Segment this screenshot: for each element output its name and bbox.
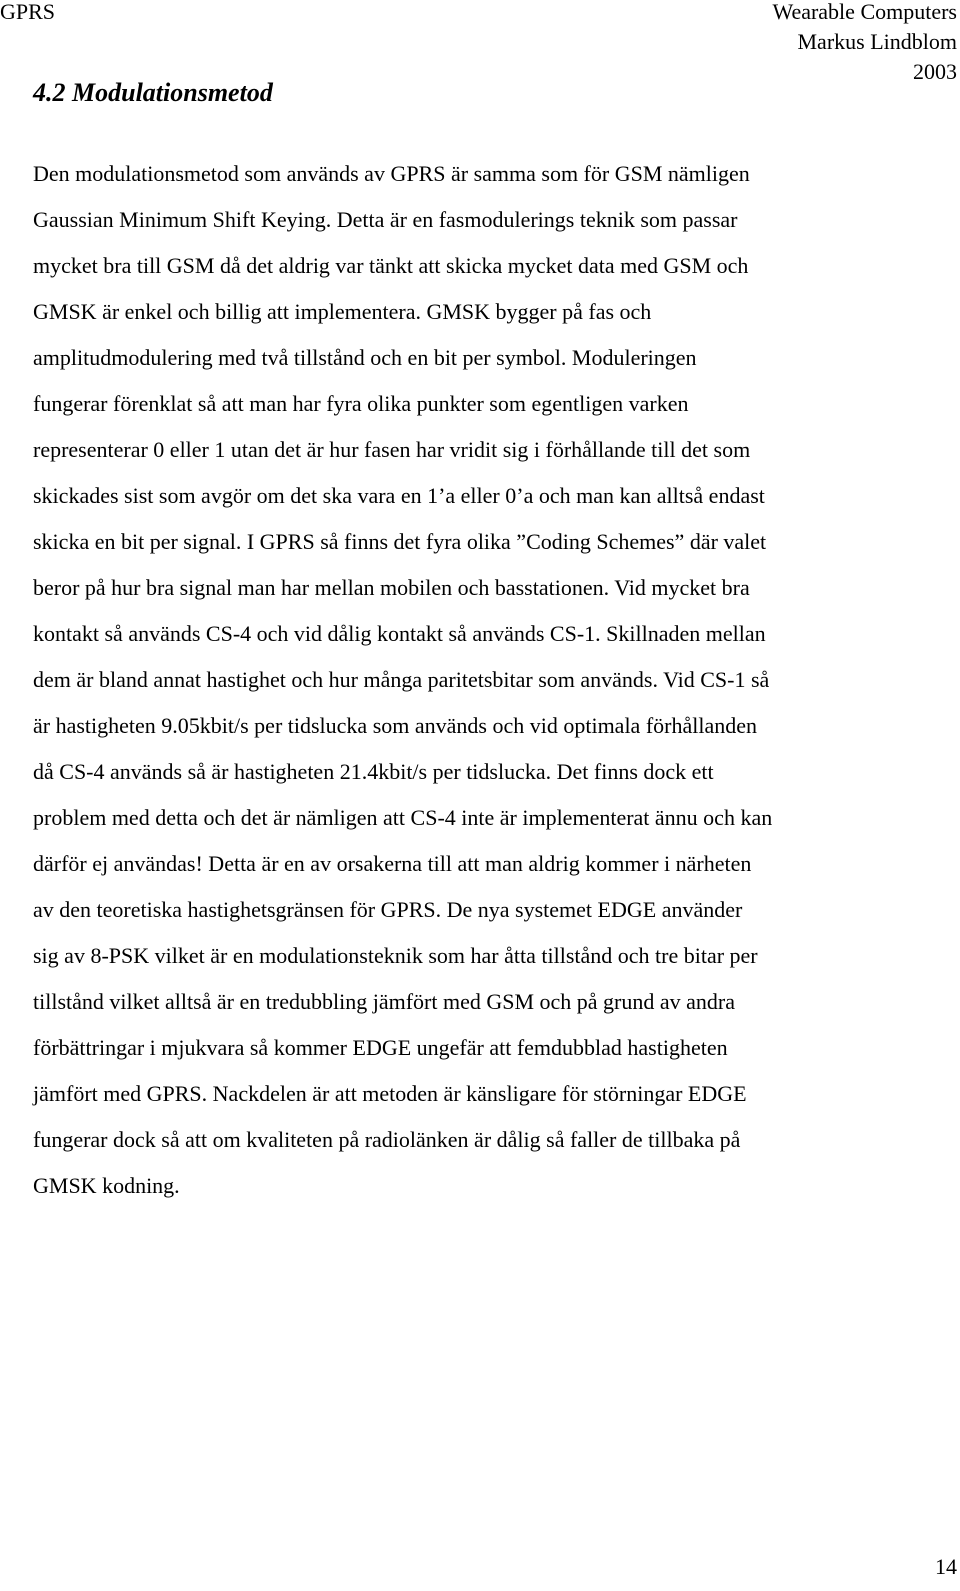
text-line: skicka en bit per signal. I GPRS så finns det fyra olika ”Coding Schemes” där valet: [33, 529, 767, 554]
section-title: 4.2 Modulationsmetod: [33, 78, 273, 107]
text-line: sig av 8-PSK vilket är en modulationsteknik som har åtta tillstånd och tre bitar per: [33, 943, 758, 968]
body-paragraph: [33, 151, 938, 1209]
header-year: 2003: [913, 59, 957, 84]
text-line: GMSK är enkel och billig att implementera. GMSK bygger på fas och: [33, 299, 652, 324]
text-line: GMSK kodning.: [33, 1173, 180, 1198]
header-author: Markus Lindblom: [797, 29, 957, 54]
text-line: då CS-4 används så är hastigheten 21.4kbit/s per tidslucka. Det finns dock ett: [33, 759, 714, 784]
text-line: är hastigheten 9.05kbit/s per tidslucka som används och vid optimala förhållanden: [33, 713, 757, 738]
text-line: Den modulationsmetod som används av GPRS är samma som för GSM nämligen: [33, 161, 750, 186]
text-line: jämfört med GPRS. Nackdelen är att metoden är känsligare för störningar EDGE: [33, 1081, 747, 1106]
text-line: mycket bra till GSM då det aldrig var tänkt att skicka mycket data med GSM och: [33, 253, 749, 278]
text-line: beror på hur bra signal man har mellan mobilen och basstationen. Vid mycket bra: [33, 575, 750, 600]
text-line: tillstånd vilket alltså är en tredubbling jämfört med GSM och på grund av andra: [33, 989, 735, 1014]
text-line: dem är bland annat hastighet och hur många paritetsbitar som används. Vid CS-1 så: [33, 667, 770, 692]
header-course: Wearable Computers: [772, 0, 957, 24]
running-header-right: [772, 0, 957, 87]
page-number: 14: [935, 1554, 957, 1579]
text-line: förbättringar i mjukvara så kommer EDGE ungefär att femdubblad hastigheten: [33, 1035, 728, 1060]
text-line: representerar 0 eller 1 utan det är hur fasen har vridit sig i förhållande till det som: [33, 437, 751, 462]
text-line: Gaussian Minimum Shift Keying. Detta är en fasmodulerings teknik som passar: [33, 207, 738, 232]
text-line: skickades sist som avgör om det ska vara en 1’a eller 0’a och man kan alltså endast: [33, 483, 765, 508]
text-line: därför ej användas! Detta är en av orsakerna till att man aldrig kommer i närheten: [33, 851, 752, 876]
text-line: problem med detta och det är nämligen att CS-4 inte är implementerat ännu och kan: [33, 805, 773, 830]
text-line: kontakt så används CS-4 och vid dålig kontakt så används CS-1. Skillnaden mellan: [33, 621, 766, 646]
text-line: amplitudmodulering med två tillstånd och en bit per symbol. Moduleringen: [33, 345, 697, 370]
text-line: fungerar förenklat så att man har fyra olika punkter som egentligen varken: [33, 391, 689, 416]
running-header-left: GPRS: [0, 0, 56, 24]
text-line: fungerar dock så att om kvaliteten på radiolänken är dålig så faller de tillbaka på: [33, 1127, 741, 1152]
text-line: av den teoretiska hastighetsgränsen för GPRS. De nya systemet EDGE använder: [33, 897, 743, 922]
